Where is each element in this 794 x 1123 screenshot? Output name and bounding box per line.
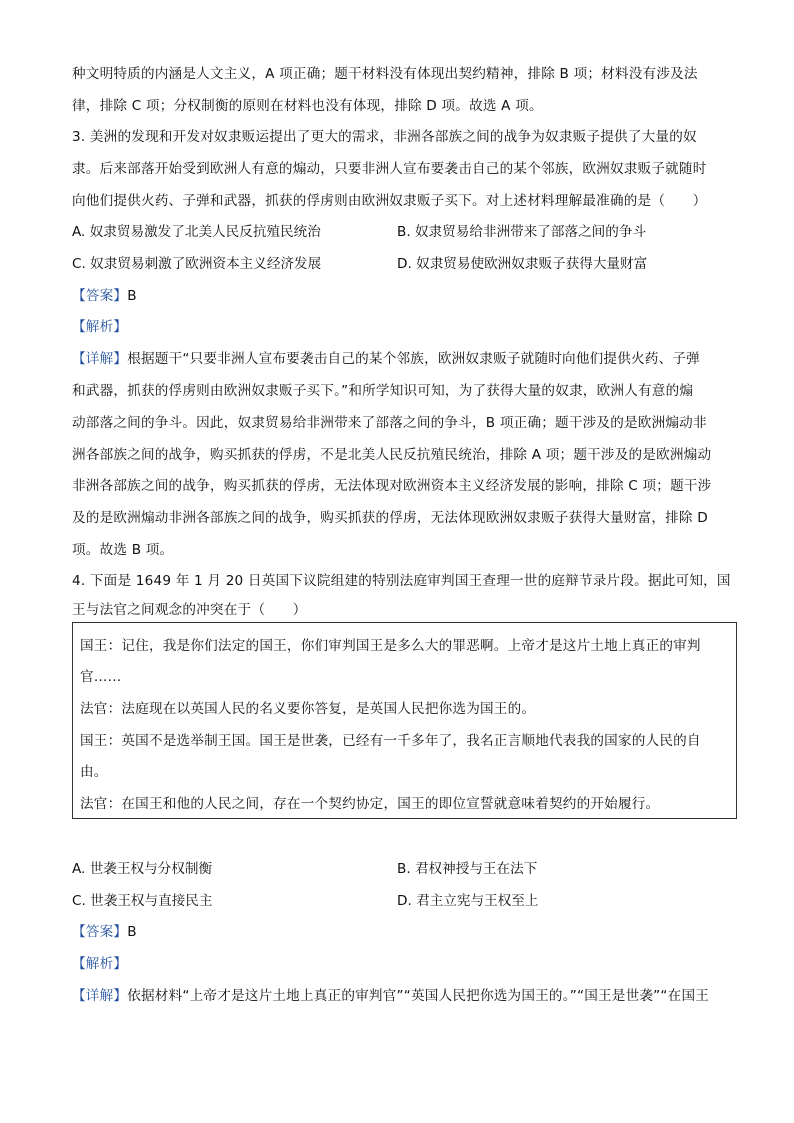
q4-option-c: C. 世袭王权与直接民主 <box>72 893 213 909</box>
question-4-stem: 王与法官之间观念的冲突在于（ ） <box>72 602 307 618</box>
material-line: 法官：在国王和他的人民之间，存在一个契约协定，国王的即位宣誓就意味着契约的开始履行。 <box>80 796 660 812</box>
q3-detail: 动部落之间的争斗。因此，奴隶贸易给非洲带来了部落之间的争斗，B 项正确；题干涉及的是欧洲煽动非 <box>72 415 707 431</box>
question-3-stem: 向他们提供火药、子弹和武器，抓获的俘虏则由欧洲奴隶贩子买下。对上述材料理解最准确的是（ ） <box>72 193 707 209</box>
q4-option-a: A. 世袭王权与分权制衡 <box>72 861 213 877</box>
q3-answer <box>72 286 732 306</box>
answer-tag: 【答案】 <box>72 924 128 940</box>
q3-analysis-tag: 【解析】 <box>72 319 128 335</box>
answer-value: B <box>127 924 137 940</box>
q3-option-a: A. 奴隶贸易激发了北美人民反抗殖民统治 <box>72 224 321 240</box>
question-4-stem: 4. 下面是 1649 年 1 月 20 日英国下议院组建的特别法庭审判国王查理一世的庭辩节录片段。据此可知，国 <box>72 573 731 589</box>
q3-option-d: D. 奴隶贸易使欧洲奴隶贩子获得大量财富 <box>397 256 648 272</box>
material-line: 国王：英国不是选举制王国。国王是世袭，已经有一千多年了，我名正言顺地代表我的国家的人民的自 <box>80 733 701 749</box>
q3-detail: 项。故选 B 项。 <box>72 542 174 558</box>
q3-detail: 洲各部族之间的战争，购买抓获的俘虏，不是北美人民反抗殖民统治，排除 A 项；题干涉及的是欧洲煽动 <box>72 447 712 463</box>
detail-text: 根据题干“只要非洲人宣布要袭击自己的某个邻族，欧洲奴隶贩子就随时向他们提供火药、子弹 <box>127 351 700 367</box>
q4-detail <box>72 986 732 1006</box>
detail-tag: 【详解】 <box>72 351 128 367</box>
detail-tag: 【详解】 <box>72 988 128 1004</box>
answer-value: B <box>127 288 137 304</box>
text-line: 种文明特质的内涵是人文主义，A 项正确；题干材料没有体现出契约精神，排除 B 项；材料没有涉及法 <box>72 66 698 82</box>
q3-detail: 和武器，抓获的俘虏则由欧洲奴隶贩子买下。”和所学知识可知，为了获得大量的奴隶，欧洲人有意的煽 <box>72 383 694 399</box>
q3-detail: 及的是欧洲煽动非洲各部族之间的战争，购买抓获的俘虏，无法体现欧洲奴隶贩子获得大量财富，排除 D <box>72 510 708 526</box>
material-line: 国王：记住，我是你们法定的国王，你们审判国王是多么大的罪恶啊。上帝才是这片土地上真正的审判 <box>80 638 701 654</box>
q4-option-d: D. 君主立宪与王权至上 <box>397 893 539 909</box>
q4-analysis-tag: 【解析】 <box>72 956 128 972</box>
text-line: 律，排除 C 项；分权制衡的原则在材料也没有体现，排除 D 项。故选 A 项。 <box>72 98 543 114</box>
q4-option-b: B. 君权神授与王在法下 <box>397 861 538 877</box>
q3-detail <box>72 349 732 369</box>
q3-detail: 非洲各部族之间的战争，购买抓获的俘虏，无法体现对欧洲资本主义经济发展的影响，排除 C 项；题干涉 <box>72 478 712 494</box>
q3-option-c: C. 奴隶贸易刺激了欧洲资本主义经济发展 <box>72 256 322 272</box>
material-line: 由。 <box>80 764 108 780</box>
question-3-stem: 隶。后来部落开始受到欧洲人有意的煽动，只要非洲人宣布要袭击自己的某个邻族，欧洲奴隶贩子就随时 <box>72 161 707 177</box>
question-3-stem: 3. 美洲的发现和开发对奴隶贩运提出了更大的需求，非洲各部族之间的战争为奴隶贩子提供了大量的奴 <box>72 129 697 145</box>
q3-option-b: B. 奴隶贸易给非洲带来了部落之间的争斗 <box>397 224 647 240</box>
q4-answer <box>72 922 732 942</box>
material-line: 官…… <box>80 669 122 685</box>
answer-tag: 【答案】 <box>72 288 128 304</box>
material-line: 法官：法庭现在以英国人民的名义要你答复，是英国人民把你选为国王的。 <box>80 701 536 717</box>
detail-text: 依据材料“上帝才是这片土地上真正的审判官”“英国人民把你选为国王的。”“国王是世袭”“在国王 <box>127 988 710 1004</box>
